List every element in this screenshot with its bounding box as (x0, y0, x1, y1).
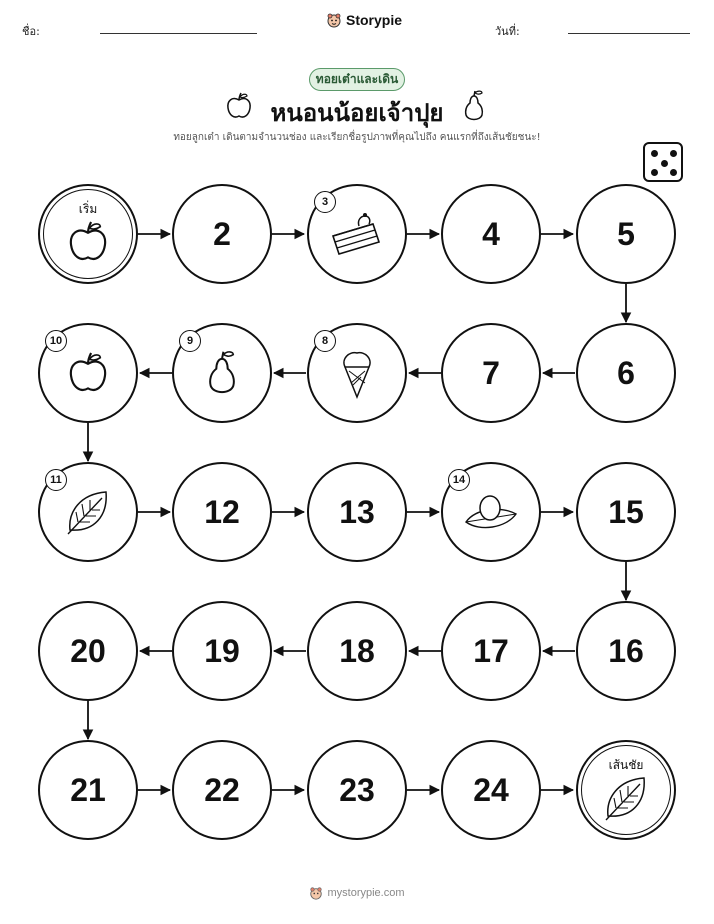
board-space[interactable] (576, 462, 676, 562)
leaf-icon (64, 488, 112, 536)
egg-on-leaf-icon (464, 492, 518, 532)
instructions: ทอยลูกเต๋า เดินตามจำนวนช่อง และเรียกชื่อรูปภาพที่คุณไปถึง คนแรกที่ถึงเส้นชัยชนะ! (173, 132, 541, 143)
board-space[interactable] (307, 740, 407, 840)
board-space[interactable] (307, 184, 407, 284)
board-space[interactable] (576, 323, 676, 423)
board-space[interactable] (38, 462, 138, 562)
board-space[interactable] (172, 740, 272, 840)
cake-icon (329, 212, 385, 256)
space-number: 18 (339, 632, 375, 669)
leaf-icon (602, 774, 650, 822)
space-number: 6 (617, 354, 635, 391)
board-space[interactable] (441, 601, 541, 701)
space-number-badge: 8 (314, 330, 336, 352)
finish-label: เส้นชัย (608, 758, 644, 772)
space-number: 24 (473, 771, 509, 808)
brand-name: Storypie (346, 12, 403, 28)
name-label: ชื่อ: (22, 25, 40, 38)
space-number-badge: 10 (45, 330, 67, 352)
space-number: 17 (473, 632, 509, 669)
board-space[interactable] (576, 184, 676, 284)
space-number: 13 (339, 493, 375, 530)
board-space[interactable] (38, 601, 138, 701)
board-space[interactable] (172, 184, 272, 284)
ice-cream-icon (339, 347, 375, 399)
space-number-badge: 14 (448, 469, 470, 491)
board-space[interactable] (172, 601, 272, 701)
space-number: 7 (482, 354, 500, 391)
storypie-mascot-icon (309, 886, 323, 900)
space-number-badge: 11 (45, 469, 67, 491)
space-number: 4 (482, 215, 500, 252)
space-number-badge: 3 (314, 191, 336, 213)
start-space[interactable] (38, 184, 138, 284)
space-number: 5 (617, 215, 635, 252)
space-number: 20 (70, 632, 106, 669)
space-number-badge: 9 (179, 330, 201, 352)
board-space[interactable] (307, 462, 407, 562)
start-label: เริ่ม (78, 202, 98, 216)
space-number: 21 (70, 771, 106, 808)
date-label: วันที่: (495, 25, 520, 38)
apple-icon (68, 351, 108, 395)
space-number: 16 (608, 632, 644, 669)
finish-space[interactable] (576, 740, 676, 840)
board-space[interactable] (172, 462, 272, 562)
board-space[interactable] (307, 323, 407, 423)
board-space[interactable] (441, 323, 541, 423)
board-space[interactable] (172, 323, 272, 423)
space-number: 12 (204, 493, 240, 530)
space-number: 15 (608, 493, 644, 530)
activity-tag: ทอยเต๋าและเดิน (309, 68, 405, 91)
board-space[interactable] (307, 601, 407, 701)
pear-icon (205, 348, 239, 398)
board-space[interactable] (441, 740, 541, 840)
board-space[interactable] (576, 601, 676, 701)
space-number: 2 (213, 215, 231, 252)
space-number: 23 (339, 771, 375, 808)
board-space[interactable] (38, 740, 138, 840)
page-title: หนอนน้อยเจ้าปุย (270, 99, 444, 127)
board-space[interactable] (441, 462, 541, 562)
space-number: 19 (204, 632, 240, 669)
board-space[interactable] (38, 323, 138, 423)
space-number: 22 (204, 771, 240, 808)
apple-icon (68, 220, 108, 264)
footer (0, 886, 714, 900)
board-space[interactable] (441, 184, 541, 284)
footer-site: mystorypie.com (327, 887, 405, 899)
